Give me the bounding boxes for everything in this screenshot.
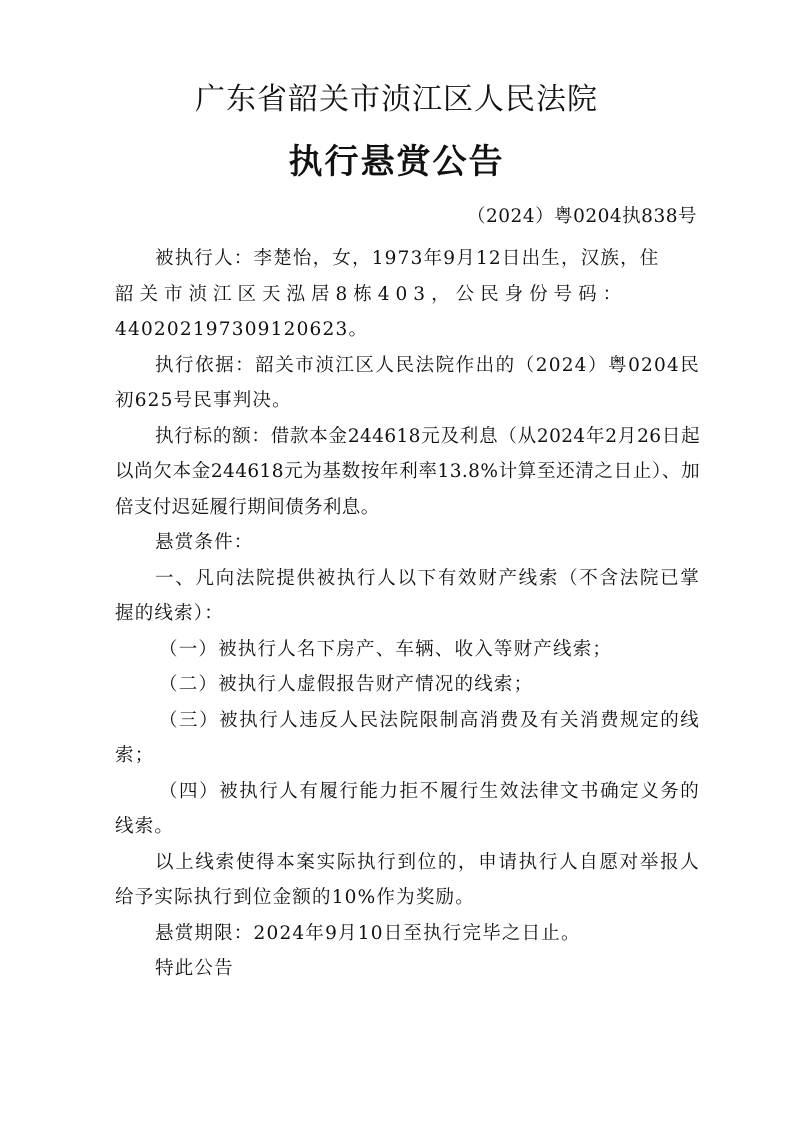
clue-item-1: （一）被执行人名下房产、车辆、收入等财产线索； [159, 638, 613, 660]
respondent-line-3: 440202197309120623。 [115, 319, 369, 340]
reward-conditions-label: 悬赏条件： [155, 532, 254, 553]
clue-item-4: （四）被执行人有履行能力拒不履行生效法律文书确定义务的线索。 [115, 780, 700, 837]
reward-amount: 以上线索使得本案实际执行到位的，申请执行人自愿对举报人给予实际执行到位金额的10%作为奖励。 [115, 851, 700, 908]
clue-item-2: （二）被执行人虚假报告财产情况的线索； [159, 674, 534, 695]
court-name: 广东省韶关市浈江区人民法院 [195, 82, 598, 117]
respondent-line-1: 被执行人：李楚怡，女，1973年9月12日出生，汉族，住 [155, 248, 660, 269]
announcement-body [115, 241, 700, 987]
execution-target-amount: 执行标的额：借款本金244618元及利息（从2024年2月26日起以尚欠本金244618元为基数按年利率13.8%计算至还清之日止）、加倍支付迟延履行期间债务利息。 [115, 425, 700, 518]
execution-basis: 执行依据：韶关市浈江区人民法院作出的（2024）粤0204民初625号民事判决。 [115, 354, 700, 411]
reward-period: 悬赏期限：2024年9月10日至执行完毕之日止。 [155, 922, 581, 944]
document-title: 执行悬赏公告 [288, 142, 505, 182]
clue-item-3: （三）被执行人违反人民法院限制高消费及有关消费规定的线索； [115, 709, 700, 766]
case-number: （2024）粤0204执838号 [467, 206, 697, 227]
reward-condition-1: 一、凡向法院提供被执行人以下有效财产线索（不含法院已掌握的线索）： [115, 567, 700, 624]
closing-line: 特此公告 [155, 958, 234, 979]
respondent-line-2: 韶关市浈江区天泓居8栋403，公民身份号码： [115, 283, 628, 305]
